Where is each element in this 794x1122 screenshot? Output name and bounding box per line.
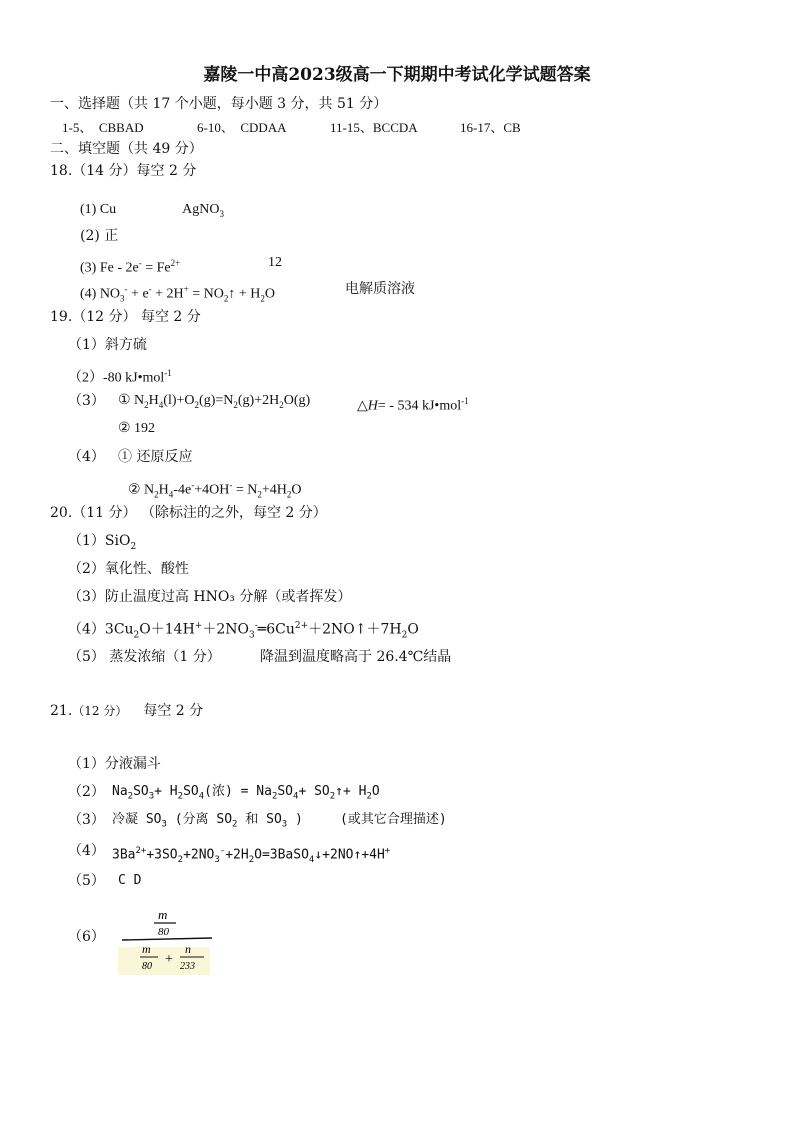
q21-answer-6-label: （6） <box>68 929 105 945</box>
q21-answer-6-fraction <box>118 907 218 977</box>
section1-heading: 一、选择题（共 17 个小题，每小题 3 分，共 51 分） <box>50 96 388 112</box>
q19-answer-4a: ① 还原反应 <box>118 449 193 465</box>
q18-answer-1: (1) Cu AgNO$_3$ <box>80 202 225 219</box>
mc-answers-1-5: 1-5、 CBBAD <box>62 120 144 135</box>
q19-answer-3b: ② 192 <box>118 421 156 436</box>
q18-answer-4: (4) $NO_3^- + e^- + 2H^+$ = $NO_2↑ + H_2O$ <box>80 284 276 304</box>
q18-answer-4-medium: 电解质溶液 <box>345 281 415 297</box>
q21-answer-3-label: （3） <box>68 812 105 828</box>
q21-answer-1: （1）分液漏斗 <box>68 756 161 772</box>
q21-answer-2: $Na_2SO_3+ H_2SO_4$(浓) = $Na_2SO_4+$ $SO_2↑+ H_2O$ <box>112 784 380 802</box>
plus-sign: + <box>165 952 173 967</box>
q21-answer-3: 冷凝 $SO_3$ (分离 $SO_2$ 和 $SO_3$ ) <box>112 812 303 830</box>
q18-heading: 18.（14 分）每空 2 分 <box>50 163 197 179</box>
q21-heading: 21.（12 分） 每空 2 分 <box>50 703 204 719</box>
q19-answer-3-equation: ① $N_2H_4(l)+O_2(g)=N_2(g)+2H_2O(g)$ <box>118 393 311 410</box>
denominator-n: n <box>185 942 191 956</box>
mc-answers-11-15: 11-15、BCCDA <box>330 120 418 135</box>
q19-answer-4b: ② $N_2H_4-4e^-+4OH^- = N_2+4H_2O$ <box>128 480 302 500</box>
q21-answer-4: $3Ba^{2+}+3SO_2+2NO_3^-+2H_2O=3BaSO_4↓+2NO↑+4H^+$ <box>112 846 391 865</box>
q21-answer-3-note: (或其它合理描述) <box>340 812 447 827</box>
q19-answer-3-enthalpy: △H= - 534 kJ•mol$^{-1}$ <box>357 396 469 414</box>
q20-answer-5b: 降温到温度略高于 26.4℃结晶 <box>260 649 452 665</box>
q18-answer-3-value: 12 <box>268 255 282 270</box>
numerator-m: m <box>158 907 168 922</box>
denominator-80: 80 <box>142 961 152 972</box>
q19-answer-1: （1）斜方硫 <box>68 337 147 353</box>
q20-heading: 20.（11 分） （除标注的之外，每空 2 分） <box>50 505 327 521</box>
mc-answers-6-10: 6-10、 CDDAA <box>197 120 287 135</box>
q19-answer-4-label: （4） <box>68 449 105 465</box>
main-fraction-bar <box>122 938 212 940</box>
q20-answer-1: （1）SiO$_2$ <box>68 533 137 552</box>
q21-answer-4-label: （4） <box>68 843 105 859</box>
q20-answer-4: $(4)3Cu_2O+14H^++2NO_3^-═6Cu^{2+}+2NO↑+7H_2O$ <box>68 621 419 641</box>
q21-answer-5: C D <box>118 873 142 888</box>
denominator-m: m <box>142 942 151 956</box>
q18-answer-2: (2) 正 <box>80 228 119 244</box>
highlight-background <box>118 947 210 975</box>
numerator-denominator-80: 80 <box>158 926 169 938</box>
q18-answer-3: (3) $Fe - 2e^- = Fe^{2+}$ <box>80 258 181 276</box>
q20-answer-2: （2）氧化性、酸性 <box>68 561 189 577</box>
denominator-233: 233 <box>180 961 195 972</box>
q21-answer-5-label: （5） <box>68 873 105 889</box>
q20-answer-3: （3）防止温度过高 HNO₃ 分解（或者挥发） <box>68 589 352 605</box>
q19-answer-3-label: （3） <box>68 393 105 409</box>
page-title: 嘉陵一中高2023级高一下期期中考试化学试题答案 <box>203 65 591 85</box>
q19-answer-2: （2）-80 kJ•mol$^{-1}$ <box>68 368 172 386</box>
mc-answers-16-17: 16-17、CB <box>460 120 521 135</box>
q19-heading: 19.（12 分） 每空 2 分 <box>50 309 201 325</box>
section2-heading: 二、填空题（共 49 分） <box>50 141 203 157</box>
q21-answer-2-label: （2） <box>68 784 105 800</box>
q20-answer-5a: （5） 蒸发浓缩（1 分） <box>68 649 221 665</box>
